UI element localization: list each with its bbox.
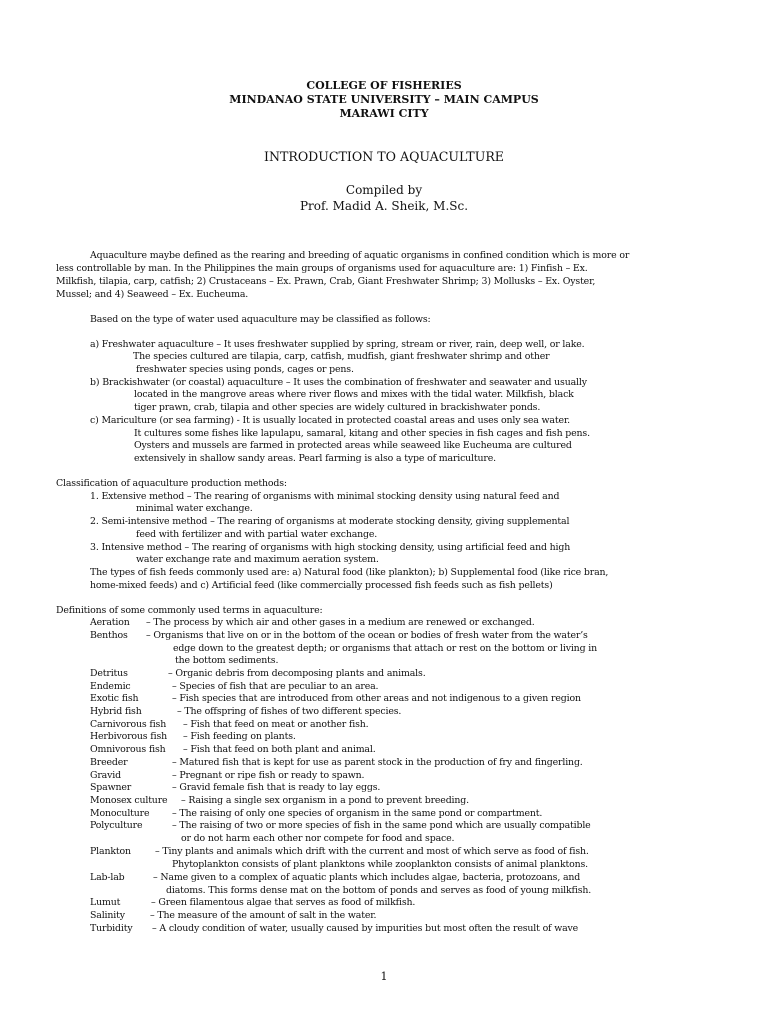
city-name: MARAWI CITY	[339, 107, 429, 120]
water-type-a-cont: The species cultured are tilapia, carp, catfish, mudfish, giant freshwater shrimp and other	[133, 351, 550, 362]
def-term: Lab-lab	[90, 872, 125, 883]
def-text: or do not harm each other nor compete for food and space.	[181, 833, 455, 844]
def-text: – Matured fish that is kept for use as parent stock in the production of fry and fingerling.	[172, 757, 583, 768]
methods-title: Classification of aquaculture production methods:	[56, 478, 287, 489]
water-type-b-cont: tiger prawn, crab, tilapia and other species are widely cultured in brackishwater ponds.	[134, 402, 541, 413]
def-text: – The raising of only one species of organism in the same pond or compartment.	[172, 808, 543, 819]
feeds-line: home-mixed feeds) and c) Artificial feed (like commercially processed fish feeds such as fish pellets)	[90, 580, 553, 591]
def-term: Breeder	[90, 757, 128, 768]
def-text: – The process by which air and other gases in a medium are renewed or exchanged.	[146, 617, 535, 628]
def-text: – Fish feeding on plants.	[183, 731, 296, 742]
water-type-a: a) Freshwater aquaculture – It uses freshwater supplied by spring, stream or river, rain, deep well, or lake.	[90, 339, 585, 350]
def-text: – Organisms that live on or in the bottom of the ocean or bodies of fresh water from the water’s	[146, 630, 588, 641]
def-term: Herbivorous fish	[90, 731, 168, 742]
feeds-line: The types of fish feeds commonly used are: a) Natural food (like plankton); b) Supplemental food (like rice bran,	[90, 567, 609, 578]
def-term: Lumut	[90, 897, 121, 908]
def-text: – The offspring of fishes of two different species.	[177, 706, 402, 717]
def-text: the bottom sediments.	[175, 655, 279, 666]
water-classification-intro: Based on the type of water used aquaculture may be classified as follows:	[90, 314, 431, 325]
def-term: Endemic	[90, 681, 131, 692]
def-text: – Gravid female fish that is ready to lay eggs.	[172, 782, 381, 793]
def-text: – Fish species that are introduced from other areas and not indigenous to a given region	[172, 693, 581, 704]
def-term: Monosex culture	[90, 795, 168, 806]
page-number: 1	[380, 970, 388, 983]
water-type-c-cont: Oysters and mussels are farmed in protected areas while seaweed like Eucheuma are cultured	[134, 440, 572, 451]
def-text: – Pregnant or ripe fish or ready to spawn.	[172, 770, 365, 781]
def-term: Carnivorous fish	[90, 719, 167, 730]
def-term: Benthos	[90, 630, 128, 641]
def-term: Monoculture	[90, 808, 150, 819]
def-text: – The measure of the amount of salt in the water.	[150, 910, 377, 921]
def-text: – Name given to a complex of aquatic plants which includes algae, bacteria, protozoans, and	[153, 872, 581, 883]
intro-line: less controllable by man. In the Philippines the main groups of organisms used for aquaculture are: 1) Finfish – Ex.	[56, 263, 588, 274]
def-term: Salinity	[90, 910, 125, 921]
def-term: Polyculture	[90, 820, 143, 831]
def-term: Exotic fish	[90, 693, 139, 704]
def-text: – Fish that feed on both plant and animal.	[183, 744, 376, 755]
def-text: edge down to the greatest depth; or organisms that attach or rest on the bottom or living in	[173, 643, 597, 654]
method-semi-intensive: 2. Semi-intensive method – The rearing of organisms at moderate stocking density, giving supplemental	[90, 516, 570, 527]
def-text: – Green filamentous algae that serves as food of milkfish.	[151, 897, 416, 908]
def-text: – Organic debris from decomposing plants and animals.	[168, 668, 426, 679]
definitions-title: Definitions of some commonly used terms in aquaculture:	[56, 605, 323, 616]
def-text: – Raising a single sex organism in a pond to prevent breeding.	[181, 795, 469, 806]
water-type-c-cont: It cultures some fishes like lapulapu, samaral, kitang and other species in fish cages and fish pens.	[134, 428, 590, 439]
def-text: – A cloudy condition of water, usually caused by impurities but most often the result of wave	[152, 923, 579, 934]
def-term: Turbidity	[90, 923, 133, 934]
def-term: Aeration	[90, 617, 130, 628]
intro-line: Aquaculture maybe defined as the rearing and breeding of aquatic organisms in confined condition which is more or	[90, 250, 630, 261]
def-text: – Species of fish that are peculiar to an area.	[172, 681, 379, 692]
university-name: MINDANAO STATE UNIVERSITY – MAIN CAMPUS	[229, 93, 539, 106]
water-type-b: b) Brackishwater (or coastal) aquaculture – It uses the combination of freshwater and seawater and usually	[90, 377, 587, 388]
def-term: Gravid	[90, 770, 121, 781]
water-type-b-cont: located in the mangrove areas where river flows and mixes with the tidal water. Milkfish, black	[134, 389, 574, 400]
author-name: Prof. Madid A. Sheik, M.Sc.	[299, 199, 469, 213]
method-extensive-cont: minimal water exchange.	[136, 503, 253, 514]
method-semi-intensive-cont: feed with fertilizer and with partial water exchange.	[136, 529, 378, 540]
def-term: Omnivorous fish	[90, 744, 166, 755]
water-type-c-cont: extensively in shallow sandy areas. Pearl farming is also a type of mariculture.	[134, 453, 496, 464]
def-text: diatoms. This forms dense mat on the bottom of ponds and serves as food of young milkfish.	[166, 885, 592, 896]
method-extensive: 1. Extensive method – The rearing of organisms with minimal stocking density using natural feed and	[90, 491, 560, 502]
college-name: COLLEGE OF FISHERIES	[306, 79, 462, 92]
def-text: Phytoplankton consists of plant planktons while zooplankton consists of animal planktons.	[172, 859, 588, 870]
method-intensive: 3. Intensive method – The rearing of organisms with high stocking density, using artificial feed and high	[90, 542, 571, 553]
def-text: – The raising of two or more species of fish in the same pond which are usually compatible	[172, 820, 591, 831]
water-type-a-cont: freshwater species using ponds, cages or pens.	[136, 364, 354, 375]
def-term: Hybrid fish	[90, 706, 142, 717]
def-text: – Fish that feed on meat or another fish.	[183, 719, 369, 730]
def-term: Spawner	[90, 782, 132, 793]
water-type-c: c) Mariculture (or sea farming) - It is usually located in protected coastal areas and uses only sea water.	[90, 415, 571, 426]
method-intensive-cont: water exchange rate and maximum aeration system.	[136, 554, 379, 565]
compiled-by-label: Compiled by	[345, 183, 423, 197]
document-title: INTRODUCTION TO AQUACULTURE	[263, 149, 504, 164]
def-term: Plankton	[90, 846, 131, 857]
def-text: – Tiny plants and animals which drift with the current and most of which serve as food of fish.	[155, 846, 589, 857]
def-term: Detritus	[90, 668, 128, 679]
intro-line: Milkfish, tilapia, carp, catfish; 2) Crustaceans – Ex. Prawn, Crab, Giant Freshwater Shrimp; 3) Mollusks – Ex. Oyster,	[56, 276, 596, 287]
intro-line: Mussel; and 4) Seaweed – Ex. Eucheuma.	[56, 289, 249, 300]
